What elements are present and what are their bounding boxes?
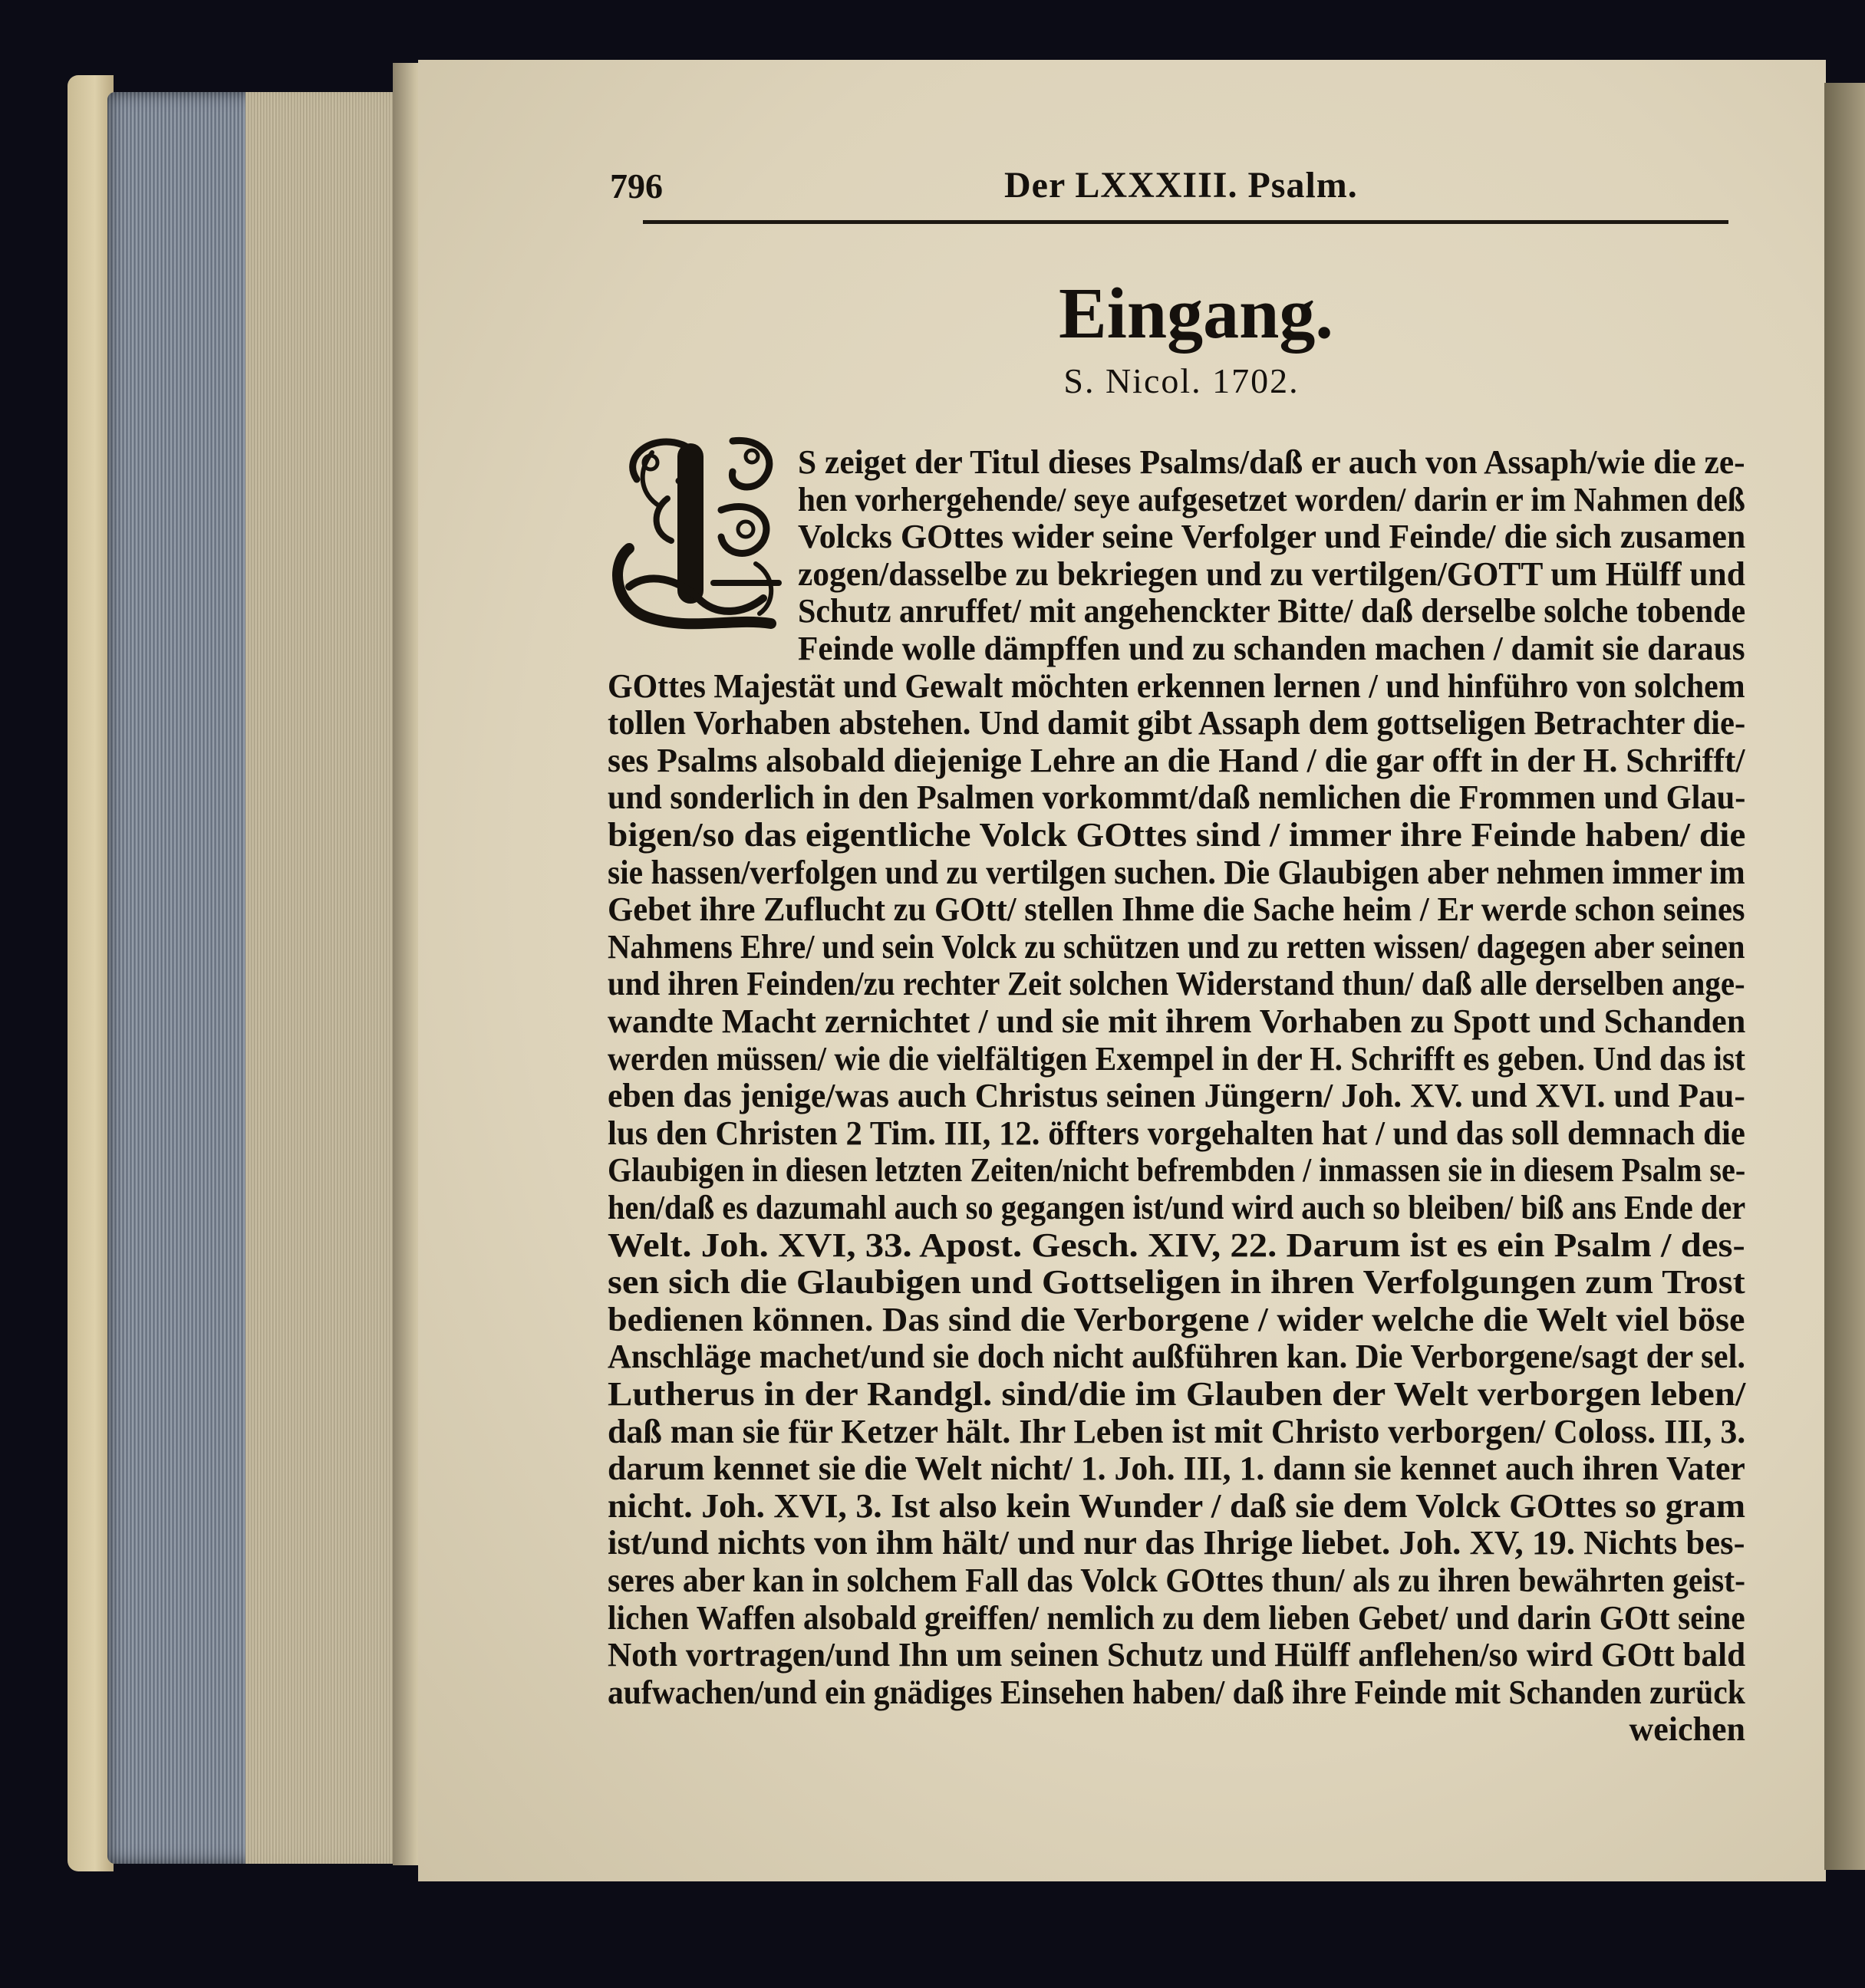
text-line: werden müssen/ wie die vielfältigen Exempel in der H. Schrifft es geben. Und das ist <box>608 1039 1745 1078</box>
text-line: ist/und nichts von ihm hält/ und nur das Ihrige liebet. Joh. XV, 19. Nichts bes- <box>608 1524 1745 1562</box>
text-line: eben das jenige/was auch Christus seinen Jüngern/ Joh. XV. und XVI. und Pau- <box>608 1077 1745 1115</box>
header-rule <box>643 220 1728 224</box>
text-line: seres aber kan in solchem Fall das Volck GOttes thun/ als zu ihren bewährten geist- <box>608 1562 1746 1599</box>
text-line: darum kennet sie die Welt nicht/ 1. Joh. III, 1. dann sie kennet auch ihren Vater <box>608 1450 1745 1488</box>
text-line: Schutz anruffet/ mit angehenckter Bitte/ daß derselbe solche tobende <box>798 592 1746 630</box>
text-line: Feinde wolle dämpffen und zu schanden machen / damit sie daraus <box>798 630 1745 667</box>
decorated-initial <box>606 426 787 648</box>
page-header <box>610 161 1730 215</box>
text-line: Gebet ihre Zuflucht zu GOtt/ stellen Ihme die Sache heim / Er werde schon seines <box>608 890 1745 929</box>
text-line: tollen Vorhaben abstehen. Und damit gibt Assaph dem gottseligen Betrachter die- <box>608 704 1746 742</box>
text-line: hen vorhergehende/ seye aufgesetzet worden/ darin er im Nahmen deß <box>798 480 1745 518</box>
text-line: Anschläge machet/und sie doch nicht außführen kan. Die Verborgene/sagt der sel. <box>608 1338 1746 1376</box>
text-line: lichen Waffen alsobald greiffen/ nemlich zu dem lieben Gebet/ und darin GOtt seine <box>608 1598 1745 1637</box>
text-line: daß man sie für Ketzer hält. Ihr Leben ist mit Christo verborgen/ Coloss. III, 3. <box>608 1412 1746 1450</box>
text-line: wandte Macht zernichtet / und sie mit ihrem Vorhaben zu Spott und Schanden <box>608 1002 1746 1040</box>
text-line: sie hassen/verfolgen und zu vertilgen suchen. Die Glaubigen aber nehmen immer im <box>608 853 1745 891</box>
text-line: ses Psalms alsobald diejenige Lehre an die Hand / die gar offt in der H. Schrifft/ <box>608 741 1745 779</box>
text-line: Lutherus in der Randgl. sind/die im Glauben der Welt verborgen leben/ <box>608 1375 1746 1413</box>
text-line: GOttes Majestät und Gewalt möchten erkennen lernen / und hinführo von solchem <box>608 667 1745 705</box>
text-line: hen/daß es dazumahl auch so gegangen ist/und wird auch so bleiben/ biß ans Ende der <box>608 1189 1746 1226</box>
section-subheading: S. Nicol. 1702. <box>1063 361 1300 400</box>
text-line: S zeiget der Titul dieses Psalms/daß er auch von Assaph/wie die ze- <box>798 443 1745 481</box>
text-line: und ihren Feinden/zu rechter Zeit solchen Widerstand thun/ daß alle derselben ange- <box>608 965 1745 1003</box>
page-number: 796 <box>610 166 663 206</box>
text-line: bedienen können. Das sind die Verborgene / wider welche die Welt viel böse <box>608 1300 1745 1338</box>
text-line: Noth vortragen/und Ihn um seinen Schutz und Hülff anflehen/so wird GOtt bald <box>608 1636 1746 1674</box>
catchword: weichen <box>1629 1710 1745 1749</box>
book-cover-edge <box>68 75 114 1871</box>
text-line: sen sich die Glaubigen und Gottseligen in ihren Verfolgungen zum Trost <box>608 1263 1745 1302</box>
text-line: Glaubigen in diesen letzten Zeiten/nicht befrembden / inmassen sie in diesem Psalm se- <box>608 1151 1746 1190</box>
running-title: Der LXXXIII. Psalm. <box>1004 165 1358 206</box>
text-line: Nahmens Ehre/ und sein Volck zu schützen und zu retten wissen/ dagegen aber seinen <box>608 927 1745 966</box>
text-line: aufwachen/und ein gnädiges Einsehen haben/ daß ihre Feinde mit Schanden zurück <box>608 1673 1745 1711</box>
page-edges <box>107 92 407 1864</box>
text-line: und sonderlich in den Psalmen vorkommt/daß nemlichen die Frommen und Glau- <box>608 778 1746 817</box>
text-line: Volcks GOttes wider seine Verfolger und Feinde/ die sich zusamen <box>798 518 1746 556</box>
text-line: nicht. Joh. XVI, 3. Ist also kein Wunder / daß sie dem Volck GOttes so gram <box>608 1486 1746 1525</box>
text-line: bigen/so das eigentliche Volck GOttes sind / immer ihre Feinde haben/ die <box>608 816 1746 854</box>
facing-page-edge <box>1824 83 1865 1870</box>
text-line: lus den Christen 2 Tim. III, 12. öffters vorgehalten hat / und das soll demnach die <box>608 1114 1745 1152</box>
text-line: Welt. Joh. XVI, 33. Apost. Gesch. XIV, 22. Darum ist es ein Psalm / des- <box>608 1226 1745 1264</box>
section-heading: Eingang. <box>1059 274 1333 354</box>
text-line: zogen/dasselbe zu bekriegen und zu vertilgen/GOTT um Hülff und <box>798 555 1745 593</box>
